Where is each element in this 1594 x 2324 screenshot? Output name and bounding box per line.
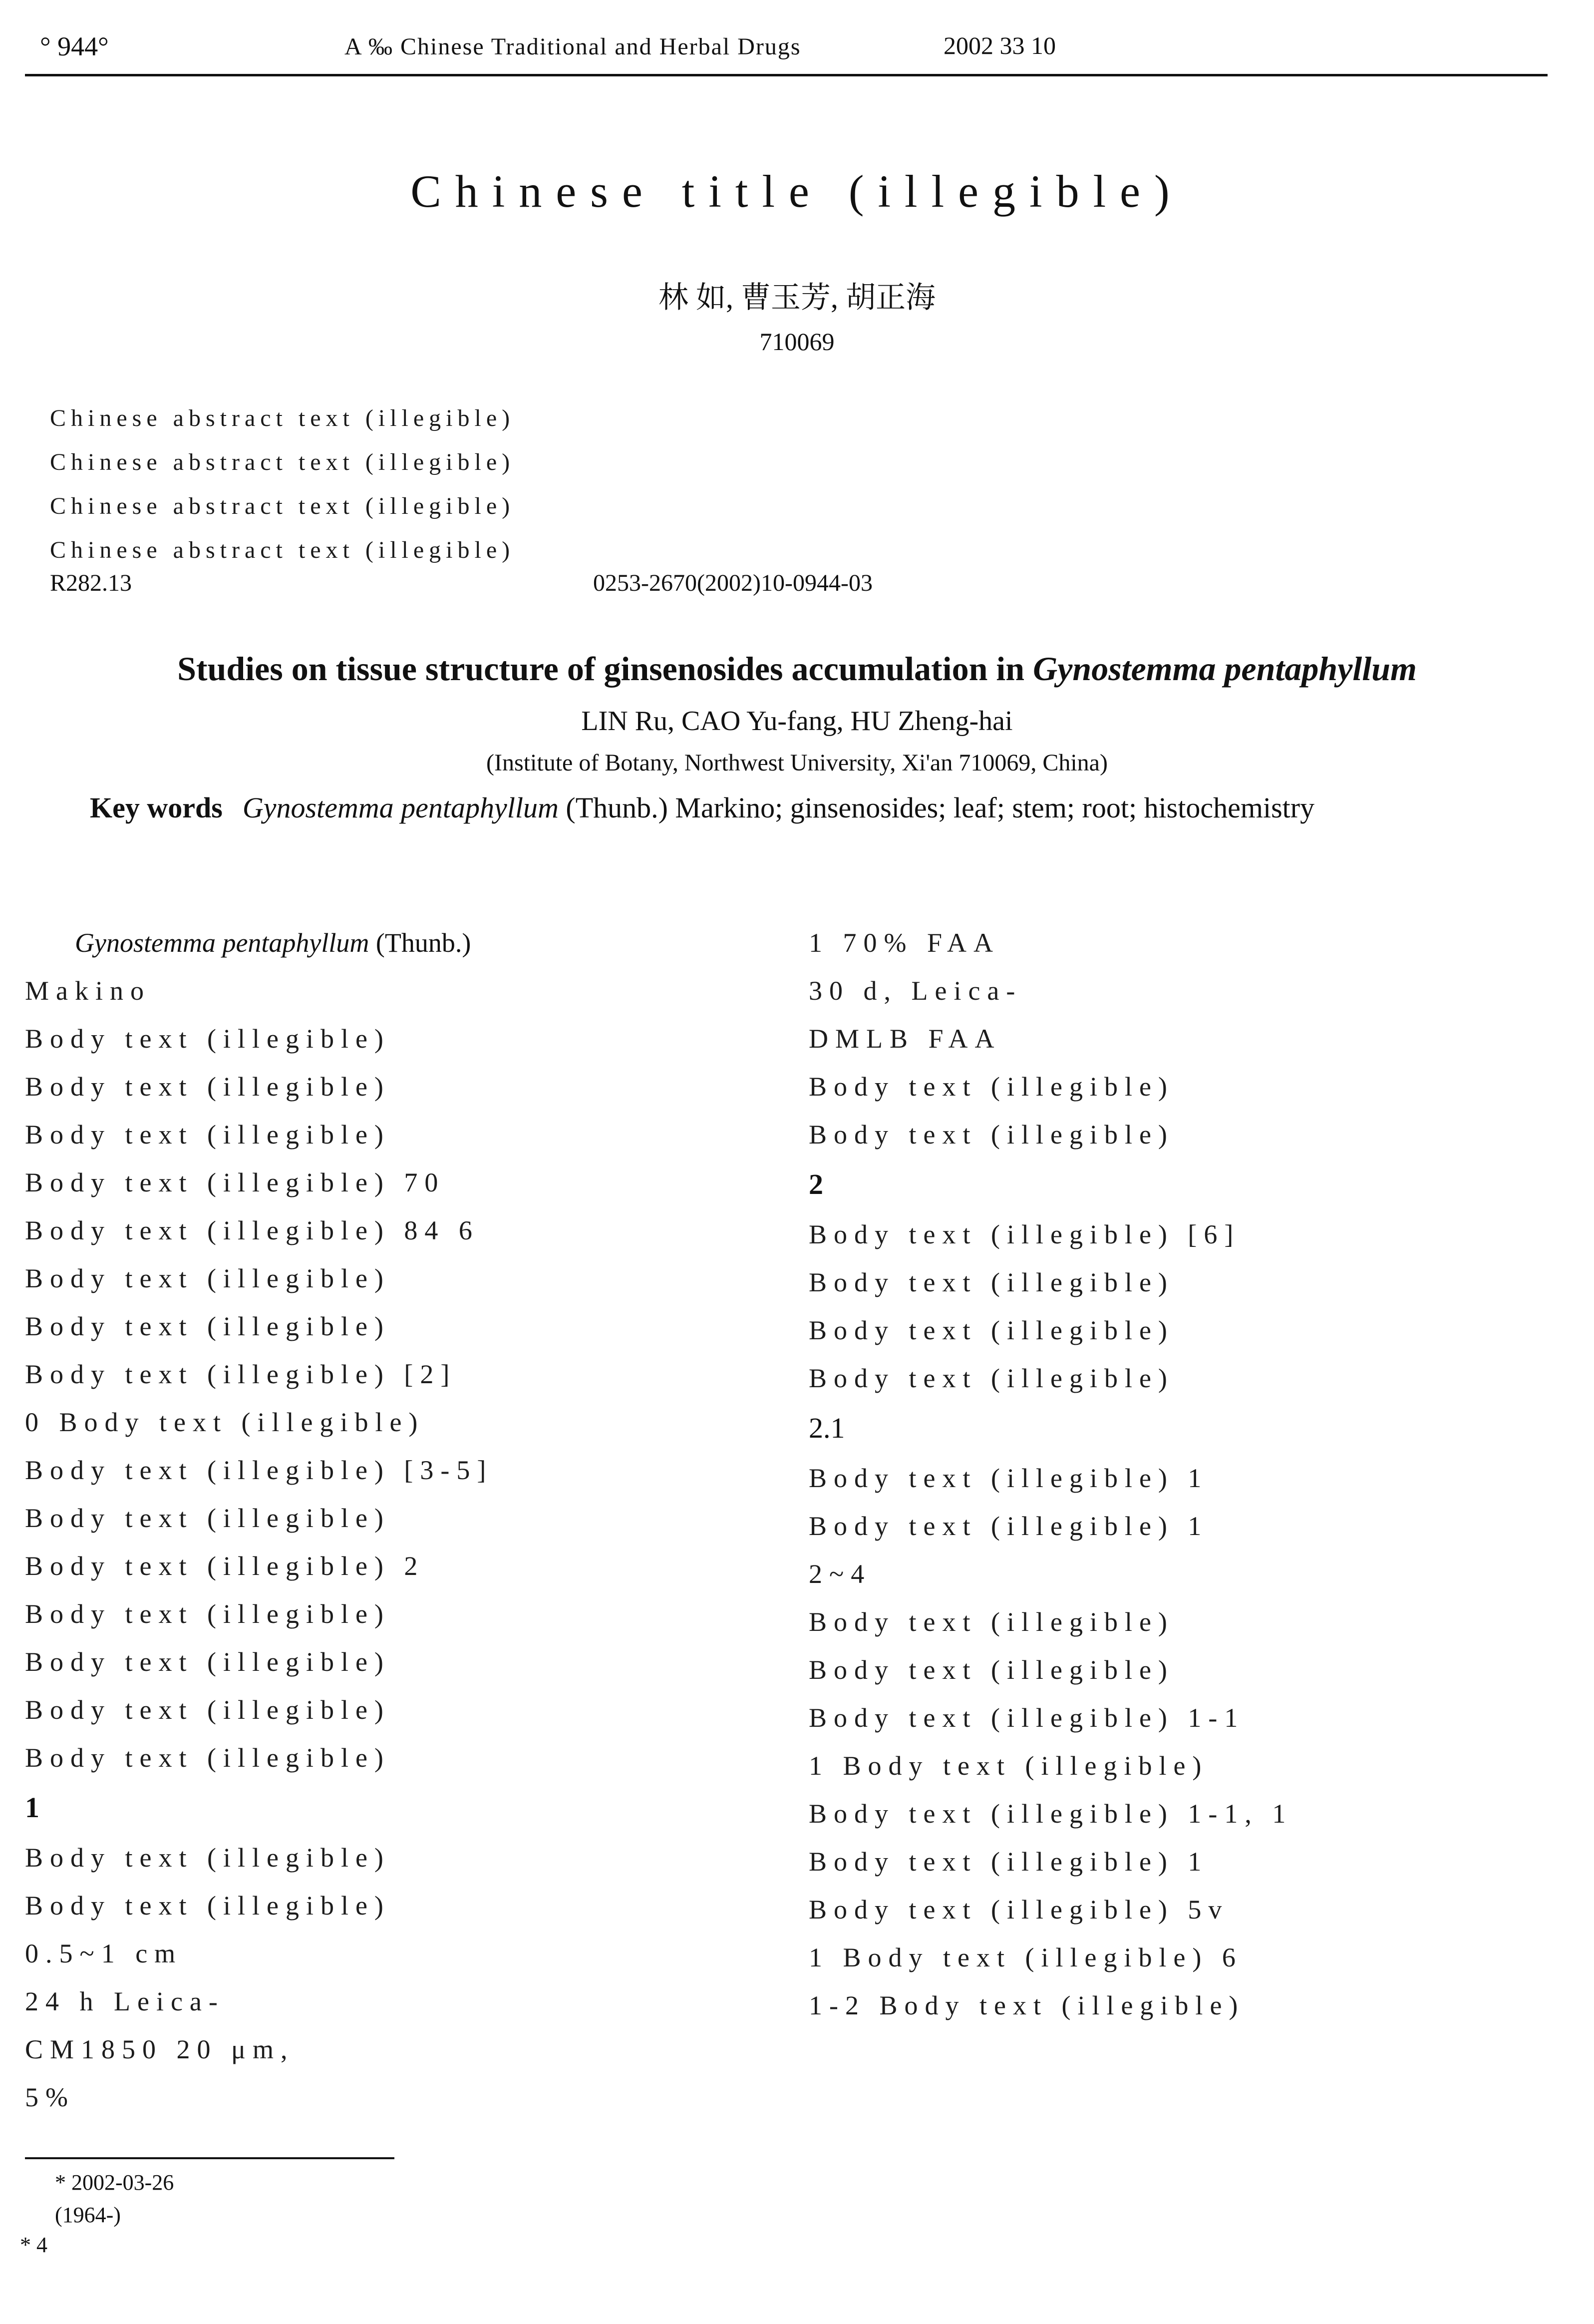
keywords-label: Key words	[90, 791, 223, 824]
footnote-corresponding: * 4	[20, 2233, 47, 2257]
body-line: 30 d, Leica-	[809, 976, 1022, 1006]
body-line: Body text (illegible) 1	[809, 1847, 1209, 1877]
chinese-affiliation: 710069	[759, 328, 835, 356]
classification-line	[50, 569, 873, 597]
body-line: Body text (illegible) [3-5]	[25, 1455, 493, 1485]
keywords-species: Gynostemma pentaphyllum	[242, 791, 559, 824]
chinese-title: Chinese title (illegible)	[410, 166, 1184, 217]
body-line: Body text (illegible)	[25, 1599, 390, 1629]
body-line: Body text (illegible)	[25, 1843, 390, 1873]
body-line: Body text (illegible)	[25, 1743, 390, 1773]
body-line: Body text (illegible)	[25, 1072, 390, 1102]
article-id: 0253-2670(2002)10-0944-03	[593, 570, 873, 596]
subsection-heading: 2.1	[809, 1412, 845, 1444]
footnote-author-bio: (1964-)	[55, 2203, 121, 2227]
journal-name: A ‰ Chinese Traditional and Herbal Drugs	[344, 33, 801, 60]
english-keywords	[25, 786, 1543, 829]
section-heading: 1	[25, 1791, 39, 1824]
page-number: ° 944°	[40, 31, 109, 61]
intro-paragraph: Gynostemma pentaphyllum (Thunb.)	[75, 928, 471, 958]
body-line: 5%	[25, 2082, 75, 2112]
body-column-left	[25, 919, 759, 2121]
body-line: Makino	[25, 976, 151, 1006]
body-line: 1 70% FAA	[809, 928, 1000, 958]
classification-number: R282.13	[50, 570, 132, 596]
chinese-abstract-line: Chinese abstract text (illegible)	[50, 537, 515, 563]
header-rule	[25, 74, 1548, 76]
body-line: Body text (illegible)	[809, 1363, 1174, 1393]
body-line: Body text (illegible)	[809, 1120, 1174, 1150]
body-line: Body text (illegible)	[25, 1263, 390, 1293]
title-species: Gynostemma pentaphyllum	[1033, 650, 1417, 688]
body-line: DMLB FAA	[809, 1024, 1001, 1054]
body-line: Body text (illegible) 70	[25, 1167, 445, 1197]
body-line: Body text (illegible)	[809, 1267, 1174, 1297]
body-line: Body text (illegible) [2]	[25, 1359, 457, 1389]
body-line: Body text (illegible) 84 6	[25, 1215, 479, 1245]
chinese-abstract-line: Chinese abstract text (illegible)	[50, 449, 515, 475]
body-line: 24 h Leica-	[25, 1986, 225, 2016]
body-line: Body text (illegible)	[25, 1891, 390, 1921]
english-affiliation: (Institute of Botany, Northwest University, Xi'an 710069, China)	[486, 750, 1108, 776]
body-line: Body text (illegible)	[809, 1655, 1174, 1685]
chinese-abstract-line: Chinese abstract text (illegible)	[50, 493, 515, 519]
body-line: Body text (illegible) 1	[809, 1463, 1209, 1493]
body-line: 1-2 Body text (illegible)	[809, 1990, 1245, 2020]
body-line: 1 Body text (illegible)	[809, 1751, 1209, 1781]
section-heading: 2	[809, 1168, 823, 1200]
body-line: Body text (illegible) 2	[25, 1551, 425, 1581]
body-line: Body text (illegible)	[25, 1695, 390, 1725]
body-line: Body text (illegible) 5v	[809, 1895, 1229, 1925]
chinese-abstract-line: Chinese abstract text (illegible)	[50, 405, 515, 431]
body-line: Body text (illegible) 1-1, 1	[809, 1799, 1293, 1829]
footnote-received: * 2002-03-26	[55, 2170, 174, 2195]
body-line: Body text (illegible)	[809, 1607, 1174, 1637]
keywords-list: (Thunb.) Markino; ginsenosides; leaf; stem; root; histochemistry	[566, 791, 1315, 824]
body-line: 0.5~1 cm	[25, 1938, 183, 1968]
body-line: Body text (illegible)	[809, 1072, 1174, 1102]
english-authors: LIN Ru, CAO Yu-fang, HU Zheng-hai	[581, 706, 1013, 737]
body-column-right	[809, 919, 1543, 2029]
body-line: Body text (illegible)	[25, 1647, 390, 1677]
body-line: Body text (illegible)	[25, 1024, 390, 1054]
body-line: CM1850 20 μm,	[25, 2034, 295, 2064]
chinese-authors: 林 如, 曹玉芳, 胡正海	[658, 281, 936, 314]
issue-info: 2002 33 10	[944, 31, 1056, 59]
body-line: Body text (illegible)	[25, 1311, 390, 1341]
body-line: Body text (illegible)	[25, 1120, 390, 1150]
body-line: Body text (illegible) 1	[809, 1511, 1209, 1541]
body-line: 0 Body text (illegible)	[25, 1407, 425, 1437]
body-line: 1 Body text (illegible) 6	[809, 1942, 1243, 1972]
body-line: Body text (illegible)	[25, 1503, 390, 1533]
footnote-rule	[25, 2157, 394, 2159]
body-line: Body text (illegible) 1-1	[809, 1703, 1245, 1733]
body-line: 2~4	[809, 1559, 872, 1589]
body-line: Body text (illegible)	[809, 1315, 1174, 1345]
english-title: Studies on tissue structure of ginsenosides accumulation in Gynostemma pentaphyllum	[177, 650, 1417, 688]
body-line: Body text (illegible) [6]	[809, 1219, 1241, 1249]
